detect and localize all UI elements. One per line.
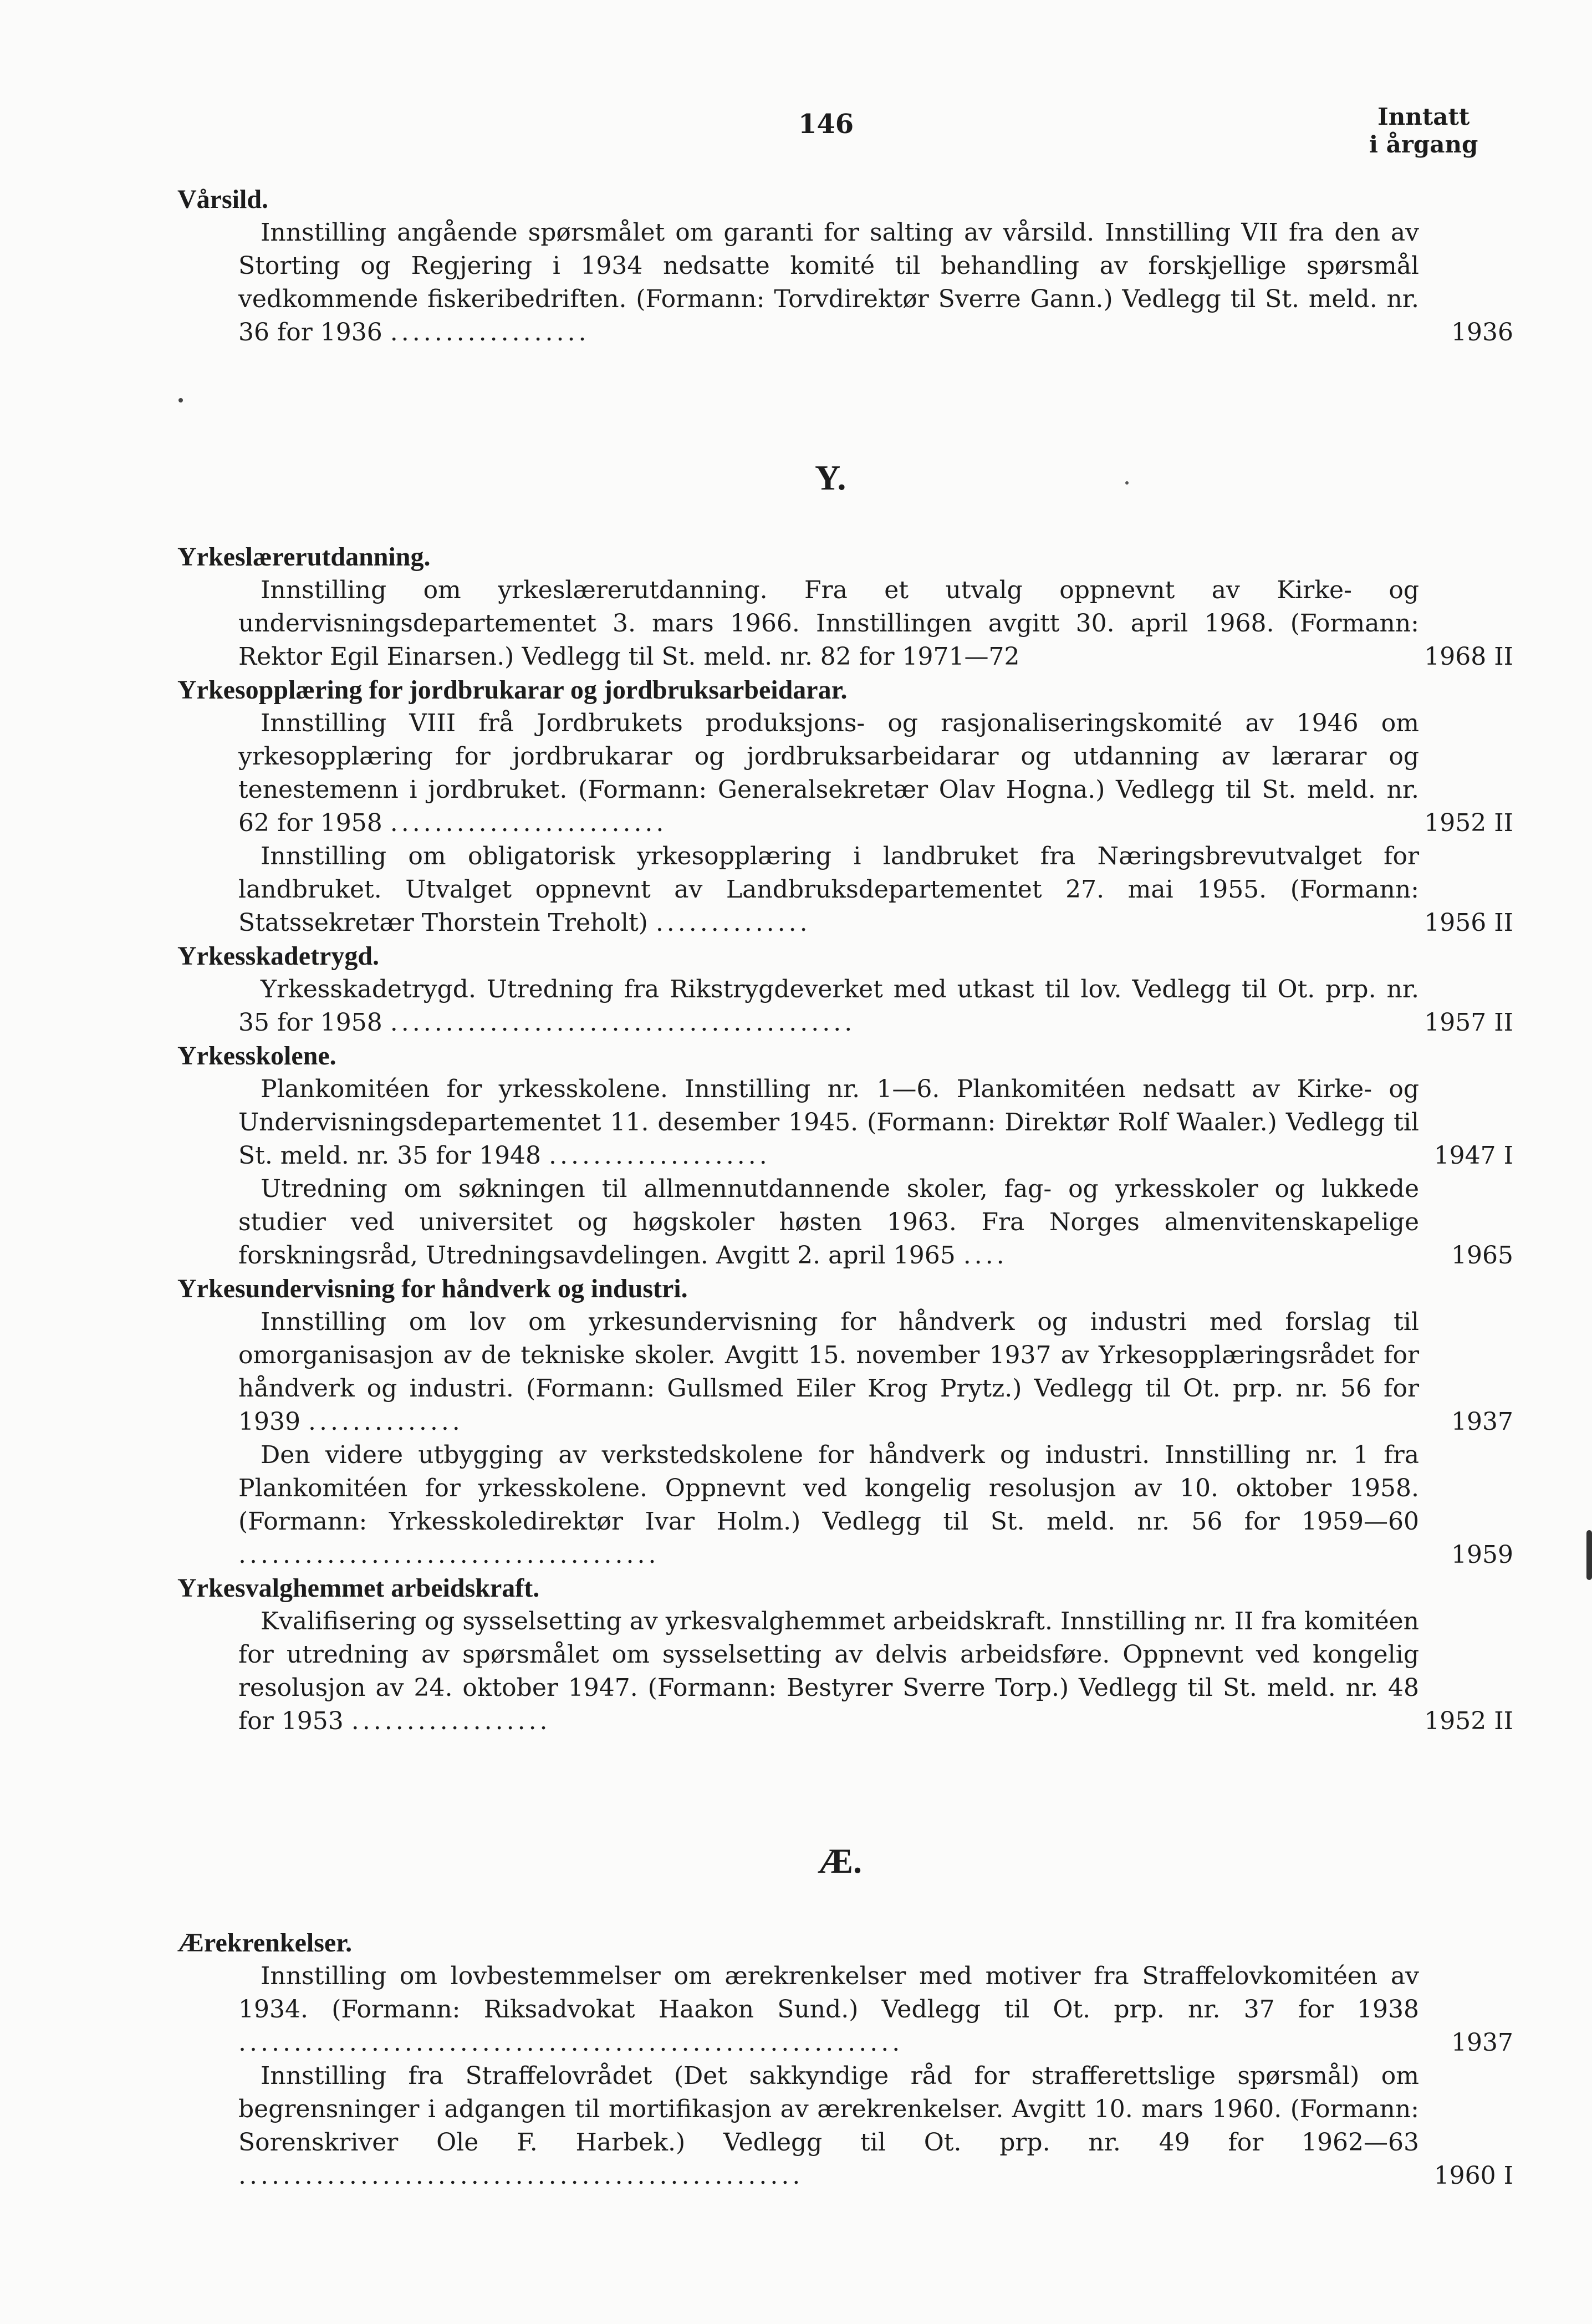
entry [177,1073,1513,1173]
column-header-line1: Inntatt [1377,103,1470,130]
entry [177,1306,1513,1439]
entry-text: Kvalifisering og sysselsetting av yrkesvalghemmet arbeidskraft. Innstilling nr. II fra komitéen for utredning av spørsmålet om sysselsetting av delvis arbeidsføre. Oppnevnt ved kongelig resolusjon av 24. oktober 1947. (Formann: Bestyrer Sverre Torp.) Vedlegg til St. meld. nr. 48 for 1953 [238,1607,1419,1735]
page-number: 146 [798,109,854,140]
entry-year: 1959 [1451,1541,1513,1569]
entry-year: 1956 II [1424,909,1513,937]
entry [177,1439,1513,1572]
section-heading: Yrkesskolene. [177,1041,336,1071]
entry [177,707,1513,840]
entry [177,1605,1513,1738]
section-yrkeslaererutdanning [177,541,1513,1738]
entry-text: Innstilling fra Straffelovrådet (Det sakkyndige råd for strafferettslige spørsmål) om begrensninger i adgangen til mortifikasjon av ærekrenkelser. Avgitt 10. mars 1960. (Formann: Sorenskriver Ole F. Harbek.) Vedlegg til Ot. prp. nr. 49 for 1962—63 [238,2062,1419,2157]
scan-edge-mark [1586,1530,1592,1580]
entry-year: 1965 [1451,1241,1513,1270]
entry-text: Innstilling VIII frå Jordbrukets produksjons- og rasjonaliseringskomité av 1946 om yrkesopplæring for jordbrukarar og jordbruksarbeidarar og utdanning av lærarar og tenestemenn i jordbruket. (Formann: Generalsekretær Olav Hogna.) Vedlegg til St. meld. nr. 62 for 1958 [238,709,1419,837]
leader-dots: ............................................................ [238,2029,904,2057]
entry [177,1173,1513,1272]
letter-heading-y: Y. [815,458,846,497]
entry-text: Innstilling angående spørsmålet om garanti for salting av vårsild. Innstilling VII fra den av Storting og Regjering i 1934 nedsatte komité til behandling av forskjellige spørsmål vedkommende fiskeribedriften. (Formann: Torvdirektør Sverre Gann.) Vedlegg til St. meld. nr. 36 for 1936 [238,218,1419,346]
section-heading: Yrkesundervisning for håndverk og industri. [177,1274,688,1303]
entry-text: Utredning om søkningen til allmennutdannende skoler, fag- og yrkesskoler og lukkede studier ved universitet og høgskoler høsten 1963. Fra Norges almenvitenskapelige forskningsråd, Utredningsavdelingen. Avgitt 2. april 1965 [238,1175,1419,1270]
entry-year: 1952 II [1424,1707,1513,1735]
section-heading: Yrkesopplæring for jordbrukarar og jordbruksarbeidarar. [177,675,848,705]
entry-year: 1952 II [1424,809,1513,837]
section-heading: Yrkeslærerutdanning. [177,542,431,572]
leader-dots: .......................................... [390,1008,856,1037]
leader-dots: .............. [308,1408,463,1436]
entry [177,574,1513,674]
section-heading: Yrkesvalghemmet arbeidskraft. [177,1573,540,1603]
entry-year: 1936 [1451,318,1513,346]
section-heading: Yrkesskadetrygd. [177,941,380,971]
entry [177,840,1513,940]
entry-text: Yrkesskadetrygd. Utredning fra Rikstrygdeverket med utkast til lov. Vedlegg til Ot. prp. nr. 35 for 1958 [238,975,1419,1037]
leader-dots: .................... [549,1141,771,1170]
stray-mark [1125,481,1129,485]
entry-text: Innstilling om lovbestemmelser om ærekrenkelser med motiver fra Straffelovkomitéen av 1934. (Formann: Riksadvokat Haakon Sund.) Vedlegg til Ot. prp. nr. 37 for 1938 [238,1962,1419,2024]
entry [177,973,1513,1039]
entry-text: Plankomitéen for yrkesskolene. Innstilling nr. 1—6. Plankomitéen nedsatt av Kirke- og Undervisningsdepartementet 11. desember 1945. (Formann: Direktør Rolf Waaler.) Vedlegg til St. meld. nr. 35 for 1948 [238,1075,1419,1170]
leader-dots: .............. [655,909,811,937]
entry-year: 1937 [1451,1408,1513,1436]
section-heading: Vårsild. [177,185,269,214]
letter-heading-ae: Æ. [818,1841,862,1880]
entry-year: 1957 II [1424,1008,1513,1037]
stray-mark [178,398,183,402]
column-header-line2: i årgang [1369,131,1478,158]
entry [177,216,1513,349]
leader-dots: .... [963,1241,1008,1270]
leader-dots: ...................................... [238,1541,660,1569]
section-varsild [177,183,1513,349]
column-header-year [1369,103,1478,159]
entry-year: 1937 [1451,2029,1513,2057]
entry [177,1960,1513,2060]
entry-year: 1960 I [1433,2162,1513,2190]
leader-dots: .................. [351,1707,551,1735]
entry-year: 1947 I [1433,1141,1513,1170]
leader-dots: ......................... [390,809,667,837]
entry-year: 1968 II [1424,643,1513,671]
section-aerekrenkelser [177,1927,1513,2193]
entry-text: Innstilling om lov om yrkesundervisning for håndverk og industri med forslag til omorganisasjon av de tekniske skoler. Avgitt 15. november 1937 av Yrkesopplæringsrådet for håndverk og industri. (Formann: Gullsmed Eiler Krog Prytz.) Vedlegg til Ot. prp. nr. 56 for 1939 [238,1308,1419,1436]
entry-text: Innstilling om yrkeslærerutdanning. Fra et utvalg oppnevnt av Kirke- og undervisningsdepartementet 3. mars 1966. Innstillingen avgitt 30. april 1968. (Formann: Rektor Egil Einarsen.) Vedlegg til St. meld. nr. 82 for 1971—72 [238,576,1419,671]
leader-dots: ................................................... [238,2162,804,2190]
entry-text: Den videre utbygging av verkstedskolene for håndverk og industri. Innstilling nr. 1 fra Plankomitéen for yrkesskolene. Oppnevnt ved kongelig resolusjon av 10. oktober 1958. (Formann: Yrkesskoledirektør Ivar Holm.) Vedlegg til St. meld. nr. 56 for 1959—60 [238,1441,1419,1536]
entry-text: Innstilling om obligatorisk yrkesopplæring i landbruket fra Næringsbrevutvalget for landbruket. Utvalget oppnevnt av Landbruksdepartementet 27. mai 1955. (Formann: Statssekretær Thorstein Treholt) [238,842,1419,937]
section-heading: Ærekrenkelser. [177,1928,353,1958]
entry [177,2060,1513,2193]
leader-dots: .................. [390,318,590,346]
